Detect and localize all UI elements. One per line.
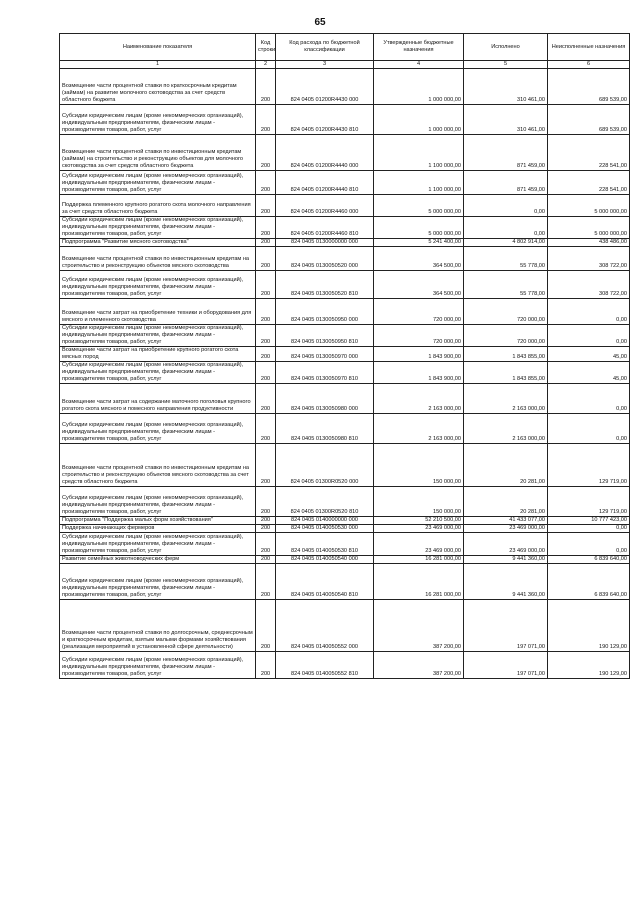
column-header: Наименование показателя [60,34,256,61]
row-executed-cell: 23 469 000,00 [464,525,548,533]
row-approved-cell: 1 000 000,00 [374,69,464,105]
table-row [60,69,630,105]
row-line-code-cell: 200 [256,105,276,135]
row-unexecuted-cell: 0,00 [548,525,630,533]
row-budget-code-cell: 824 0405 01200R4440 810 [276,171,374,195]
row-name-cell: Возмещение части процентной ставки по краткосрочным кредитам (займам) на развитие молочного скотоводства за счет средств областного бюджета [60,69,256,105]
row-budget-code-cell: 824 0405 01200R4440 000 [276,135,374,171]
row-name-cell: Подпрограмма "Развитие мясного скотоводства" [60,239,256,247]
row-unexecuted-cell: 0,00 [548,384,630,414]
row-approved-cell: 1 843 900,00 [374,347,464,362]
row-name-cell: Субсидии юридическим лицам (кроме некоммерческих организаций), индивидуальным предпринимателям, физическим лицам - производителям товаров, работ, услуг [60,171,256,195]
row-name-cell: Поддержка племенного крупного рогатого скота молочного направления за счет средств областного бюджета [60,195,256,217]
row-name-cell: Субсидии юридическим лицам (кроме некоммерческих организаций), индивидуальным предпринимателям, физическим лицам - производителям товаров, работ, услуг [60,533,256,556]
row-line-code-cell: 200 [256,347,276,362]
row-name-cell: Возмещение части затрат на приобретение техники и оборудования для мясного и племенного скотоводства [60,299,256,325]
table-row [60,533,630,556]
row-unexecuted-cell: 10 777 423,00 [548,517,630,525]
row-budget-code-cell: 824 0405 0130050520 000 [276,247,374,271]
row-unexecuted-cell: 45,00 [548,362,630,384]
row-name-cell: Подпрограмма "Поддержка малых форм хозяйствования" [60,517,256,525]
row-executed-cell: 720 000,00 [464,325,548,347]
row-unexecuted-cell: 190 129,00 [548,600,630,652]
row-name-cell: Субсидии юридическим лицам (кроме некоммерческих организаций), индивидуальным предпринимателям, физическим лицам - производителям товаров, работ, услуг [60,362,256,384]
row-name-cell: Возмещение части процентной ставки по инвестиционным кредитам (займам) на строительство и реконструкцию объектов для молочного скотоводства за счет средств областного бюджета [60,135,256,171]
row-budget-code-cell: 824 0405 01200R4430 000 [276,69,374,105]
table-row [60,444,630,487]
column-number: 5 [464,61,548,69]
row-line-code-cell: 200 [256,362,276,384]
row-unexecuted-cell: 5 000 000,00 [548,195,630,217]
row-approved-cell: 720 000,00 [374,325,464,347]
row-executed-cell: 871 459,00 [464,171,548,195]
row-executed-cell: 310 461,00 [464,69,548,105]
column-number: 4 [374,61,464,69]
row-approved-cell: 16 281 000,00 [374,556,464,564]
row-budget-code-cell: 824 0405 0130050970 810 [276,362,374,384]
row-line-code-cell: 200 [256,444,276,487]
row-approved-cell: 16 281 000,00 [374,564,464,600]
row-name-cell: Субсидии юридическим лицам (кроме некоммерческих организаций), индивидуальным предпринимателям, физическим лицам - производителям товаров, работ, услуг [60,414,256,444]
row-unexecuted-cell: 190 129,00 [548,652,630,679]
column-header: Неисполненные назначения [548,34,630,61]
row-unexecuted-cell: 0,00 [548,533,630,556]
row-unexecuted-cell: 5 000 000,00 [548,217,630,239]
row-approved-cell: 387 200,00 [374,600,464,652]
row-line-code-cell: 200 [256,525,276,533]
row-approved-cell: 150 000,00 [374,487,464,517]
row-line-code-cell: 200 [256,195,276,217]
row-unexecuted-cell: 689 539,00 [548,69,630,105]
row-name-cell: Субсидии юридическим лицам (кроме некоммерческих организаций), индивидуальным предпринимателям, физическим лицам - производителям товаров, работ, услуг [60,325,256,347]
budget-execution-table [59,33,630,679]
table-row [60,414,630,444]
row-approved-cell: 364 500,00 [374,271,464,299]
row-line-code-cell: 200 [256,325,276,347]
table-row [60,517,630,525]
row-executed-cell: 41 433 077,00 [464,517,548,525]
row-budget-code-cell: 824 0405 0130050980 810 [276,414,374,444]
row-executed-cell: 55 778,00 [464,247,548,271]
table-row [60,325,630,347]
row-unexecuted-cell: 6 839 640,00 [548,556,630,564]
row-approved-cell: 387 200,00 [374,652,464,679]
row-executed-cell: 197 071,00 [464,600,548,652]
row-executed-cell: 55 778,00 [464,271,548,299]
row-approved-cell: 5 000 000,00 [374,195,464,217]
row-budget-code-cell: 824 0405 0130050970 000 [276,347,374,362]
table-row [60,487,630,517]
column-header: Исполнено [464,34,548,61]
row-name-cell: Субсидии юридическим лицам (кроме некоммерческих организаций), индивидуальным предпринимателям, физическим лицам - производителям товаров, работ, услуг [60,271,256,299]
row-unexecuted-cell: 0,00 [548,414,630,444]
row-line-code-cell: 200 [256,487,276,517]
row-budget-code-cell: 824 0405 01200R4460 000 [276,195,374,217]
row-approved-cell: 2 163 000,00 [374,384,464,414]
row-executed-cell: 9 441 360,00 [464,556,548,564]
row-line-code-cell: 200 [256,414,276,444]
row-name-cell: Субсидии юридическим лицам (кроме некоммерческих организаций), индивидуальным предпринимателям, физическим лицам - производителям товаров, работ, услуг [60,487,256,517]
row-executed-cell: 720 000,00 [464,299,548,325]
row-unexecuted-cell: 129 719,00 [548,487,630,517]
row-line-code-cell: 200 [256,217,276,239]
column-header: Код расхода по бюджетной классификации [276,34,374,61]
row-name-cell: Возмещение части процентной ставки по долгосрочным, среднесрочным и краткосрочным кредитам, взятым малыми формами хозяйствования (реализация мероприятий в установленной сфере деятельности) [60,600,256,652]
row-line-code-cell: 200 [256,299,276,325]
row-line-code-cell: 200 [256,564,276,600]
row-approved-cell: 5 241 400,00 [374,239,464,247]
column-number: 6 [548,61,630,69]
row-line-code-cell: 200 [256,600,276,652]
row-budget-code-cell: 824 0405 0140050530 810 [276,533,374,556]
row-executed-cell: 4 802 914,00 [464,239,548,247]
row-executed-cell: 0,00 [464,217,548,239]
row-unexecuted-cell: 308 722,00 [548,247,630,271]
row-executed-cell: 2 163 000,00 [464,414,548,444]
row-line-code-cell: 200 [256,135,276,171]
row-unexecuted-cell: 129 719,00 [548,444,630,487]
row-line-code-cell: 200 [256,69,276,105]
row-unexecuted-cell: 6 839 640,00 [548,564,630,600]
row-budget-code-cell: 824 0405 0140050540 810 [276,564,374,600]
row-unexecuted-cell: 228 541,00 [548,135,630,171]
row-name-cell: Субсидии юридическим лицам (кроме некоммерческих организаций), индивидуальным предпринимателям, физическим лицам - производителям товаров, работ, услуг [60,217,256,239]
row-approved-cell: 1 843 900,00 [374,362,464,384]
row-budget-code-cell: 824 0405 0140050552 810 [276,652,374,679]
row-name-cell: Субсидии юридическим лицам (кроме некоммерческих организаций), индивидуальным предпринимателям, физическим лицам - производителям товаров, работ, услуг [60,564,256,600]
row-line-code-cell: 200 [256,247,276,271]
row-line-code-cell: 200 [256,517,276,525]
row-executed-cell: 20 281,00 [464,444,548,487]
row-unexecuted-cell: 308 722,00 [548,271,630,299]
row-budget-code-cell: 824 0405 0130050520 810 [276,271,374,299]
row-budget-code-cell: 824 0405 0140050540 000 [276,556,374,564]
row-approved-cell: 23 469 000,00 [374,533,464,556]
table-row [60,362,630,384]
row-unexecuted-cell: 228 541,00 [548,171,630,195]
row-executed-cell: 197 071,00 [464,652,548,679]
table-row [60,247,630,271]
row-budget-code-cell: 824 0405 0130050950 000 [276,299,374,325]
table-row [60,347,630,362]
row-line-code-cell: 200 [256,239,276,247]
row-line-code-cell: 200 [256,384,276,414]
column-number: 1 [60,61,256,69]
table-row [60,600,630,652]
column-header: Утвержденные бюджетные назначения [374,34,464,61]
row-name-cell: Возмещение части затрат на содержание маточного поголовья крупного рогатого скота мясного и помесного направления продуктивности [60,384,256,414]
row-line-code-cell: 200 [256,171,276,195]
table-row [60,556,630,564]
row-name-cell: Возмещение части процентной ставки по инвестиционным кредитам на строительство и реконструкцию объектов мясного скотоводства за счет средств областного бюджета [60,444,256,487]
row-budget-code-cell: 824 0405 01200R4430 810 [276,105,374,135]
table-row [60,195,630,217]
row-budget-code-cell: 824 0405 0130050980 000 [276,384,374,414]
row-name-cell: Развитие семейных животноводческих ферм [60,556,256,564]
column-header: Код строки [256,34,276,61]
row-approved-cell: 1 100 000,00 [374,171,464,195]
row-executed-cell: 2 163 000,00 [464,384,548,414]
row-executed-cell: 1 843 855,00 [464,347,548,362]
row-approved-cell: 5 000 000,00 [374,217,464,239]
row-approved-cell: 23 469 000,00 [374,525,464,533]
table-row [60,652,630,679]
row-line-code-cell: 200 [256,533,276,556]
header-row [60,34,630,61]
row-line-code-cell: 200 [256,652,276,679]
row-approved-cell: 1 000 000,00 [374,105,464,135]
column-number: 2 [256,61,276,69]
row-budget-code-cell: 824 0405 0140000000 000 [276,517,374,525]
row-executed-cell: 9 441 360,00 [464,564,548,600]
page-number: 65 [314,17,326,28]
row-executed-cell: 0,00 [464,195,548,217]
table-body [60,69,630,679]
table-row [60,217,630,239]
row-budget-code-cell: 824 0405 01300R0520 810 [276,487,374,517]
table-row [60,384,630,414]
row-budget-code-cell: 824 0405 01200R4460 810 [276,217,374,239]
row-line-code-cell: 200 [256,556,276,564]
row-unexecuted-cell: 438 486,00 [548,239,630,247]
row-unexecuted-cell: 0,00 [548,325,630,347]
row-approved-cell: 364 500,00 [374,247,464,271]
row-name-cell: Субсидии юридическим лицам (кроме некоммерческих организаций), индивидуальным предпринимателям, физическим лицам - производителям товаров, работ, услуг [60,105,256,135]
row-approved-cell: 1 100 000,00 [374,135,464,171]
table-row [60,299,630,325]
row-name-cell: Субсидии юридическим лицам (кроме некоммерческих организаций), индивидуальным предпринимателям, физическим лицам - производителям товаров, работ, услуг [60,652,256,679]
row-budget-code-cell: 824 0405 01300R0520 000 [276,444,374,487]
row-unexecuted-cell: 45,00 [548,347,630,362]
row-budget-code-cell: 824 0405 0140050530 000 [276,525,374,533]
row-approved-cell: 2 163 000,00 [374,414,464,444]
row-line-code-cell: 200 [256,271,276,299]
row-approved-cell: 720 000,00 [374,299,464,325]
row-unexecuted-cell: 689 539,00 [548,105,630,135]
row-executed-cell: 310 461,00 [464,105,548,135]
row-name-cell: Возмещение части процентной ставки по инвестиционным кредитам на строительство и реконструкцию объектов мясного скотоводства [60,247,256,271]
row-name-cell: Поддержка начинающих фермеров [60,525,256,533]
row-name-cell: Возмещение части затрат на приобретение крупного рогатого скота мясных пород [60,347,256,362]
row-executed-cell: 1 843 855,00 [464,362,548,384]
column-number: 3 [276,61,374,69]
column-number-row [60,61,630,69]
table-row [60,239,630,247]
row-executed-cell: 23 469 000,00 [464,533,548,556]
table-row [60,105,630,135]
row-executed-cell: 20 281,00 [464,487,548,517]
table-row [60,564,630,600]
table-row [60,135,630,171]
row-budget-code-cell: 824 0405 0130000000 000 [276,239,374,247]
row-budget-code-cell: 824 0405 0130050950 810 [276,325,374,347]
row-approved-cell: 150 000,00 [374,444,464,487]
row-budget-code-cell: 824 0405 0140050552 000 [276,600,374,652]
row-executed-cell: 871 459,00 [464,135,548,171]
row-approved-cell: 52 210 500,00 [374,517,464,525]
table-row [60,271,630,299]
row-unexecuted-cell: 0,00 [548,299,630,325]
table-row [60,171,630,195]
table-row [60,525,630,533]
